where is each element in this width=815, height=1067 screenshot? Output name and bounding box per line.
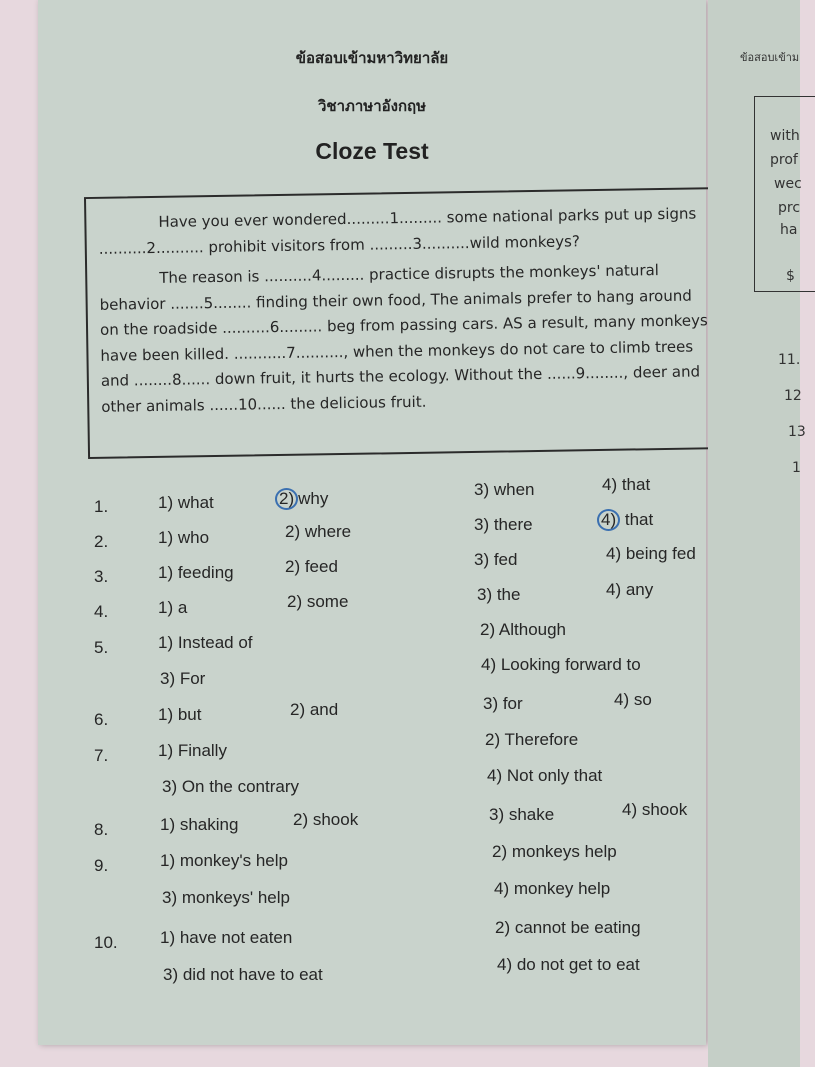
option[interactable]: 2) cannot be eating bbox=[495, 918, 641, 937]
question-number: 1. bbox=[94, 497, 109, 516]
adjacent-passage-box bbox=[754, 96, 815, 292]
option[interactable]: 3) when bbox=[474, 480, 535, 499]
option[interactable]: 1) Finally bbox=[158, 741, 227, 760]
answer-circle: 2) bbox=[275, 488, 298, 510]
passage-line: and ........8...... down fruit, it hurts the ecology. Without the ......9........, deer and bbox=[100, 362, 701, 390]
option[interactable]: 3) fed bbox=[474, 550, 518, 569]
passage-line: behavior .......5........ finding their own food, The animals prefer to hang around bbox=[99, 286, 692, 314]
passage-line: Have you ever wondered.........1......... some national parks put up signs bbox=[158, 204, 697, 231]
option[interactable]: 4) do not get to eat bbox=[497, 955, 640, 974]
option[interactable]: 1) shaking bbox=[160, 815, 239, 834]
option[interactable]: 1) feeding bbox=[158, 563, 234, 582]
subject-header: วิชาภาษาอังกฤษ bbox=[317, 97, 427, 115]
option-text: that bbox=[624, 510, 654, 529]
question-number: 9. bbox=[94, 856, 109, 875]
passage-line: have been killed. ...........7.........., when the monkeys do not care to climb trees bbox=[100, 337, 694, 365]
option[interactable]: 4) that bbox=[602, 475, 651, 494]
option[interactable]: 3) the bbox=[477, 585, 521, 604]
question-number: 12 bbox=[784, 388, 802, 404]
question-number: 7. bbox=[94, 746, 109, 765]
text-fragment: ha bbox=[780, 222, 798, 238]
option[interactable]: 1) Instead of bbox=[158, 633, 253, 652]
question-number: 2. bbox=[94, 532, 109, 551]
page-title: Cloze Test bbox=[315, 138, 429, 164]
option[interactable]: 4) being fed bbox=[606, 544, 696, 563]
option[interactable]: 2) shook bbox=[293, 810, 359, 829]
option[interactable]: 2) Therefore bbox=[485, 730, 579, 749]
option[interactable]: 2) some bbox=[287, 592, 349, 611]
option[interactable]: 3) For bbox=[160, 669, 206, 688]
exam-page bbox=[38, 0, 706, 1045]
option[interactable]: 2) feed bbox=[285, 557, 338, 576]
passage-line: on the roadside ..........6......... beg from passing cars. AS a result, many monkeys bbox=[99, 311, 708, 339]
option[interactable]: 2) and bbox=[290, 700, 339, 719]
text-fragment: $ bbox=[786, 268, 795, 284]
question-number: 5. bbox=[94, 638, 109, 657]
question-number: 11. bbox=[778, 352, 801, 368]
option[interactable]: 2) monkeys help bbox=[492, 842, 617, 861]
option[interactable]: 4) shook bbox=[622, 800, 688, 819]
option[interactable]: 4) so bbox=[614, 690, 652, 709]
text-fragment: prc bbox=[778, 200, 801, 216]
option[interactable]: 4) any bbox=[606, 580, 654, 599]
option[interactable]: 1) have not eaten bbox=[160, 928, 293, 947]
exam-header: ข้อสอบเข้ามหาวิทยาลัย bbox=[295, 49, 449, 67]
option-selected[interactable] bbox=[597, 509, 653, 531]
question-number: 4. bbox=[94, 602, 109, 621]
option[interactable]: 4) monkey help bbox=[494, 879, 611, 898]
option[interactable]: 3) shake bbox=[489, 805, 555, 824]
option[interactable]: 1) a bbox=[158, 598, 188, 617]
option[interactable]: 4) Not only that bbox=[487, 766, 603, 785]
option[interactable]: 3) there bbox=[474, 515, 533, 534]
question-number: 10. bbox=[94, 933, 118, 952]
question-number: 3. bbox=[94, 567, 109, 586]
text-fragment: wec bbox=[774, 176, 802, 192]
adjacent-page bbox=[708, 0, 806, 1067]
option[interactable]: 3) for bbox=[483, 694, 523, 713]
question-number: 13 bbox=[788, 424, 806, 440]
option[interactable]: 3) did not have to eat bbox=[163, 965, 323, 984]
option[interactable]: 2) Although bbox=[480, 620, 567, 639]
option[interactable]: 4) Looking forward to bbox=[481, 655, 641, 674]
option-selected[interactable] bbox=[275, 488, 328, 510]
text-fragment: prof bbox=[770, 152, 798, 168]
option[interactable]: 1) but bbox=[158, 705, 202, 724]
passage-line: The reason is ..........4......... practice disrupts the monkeys' natural bbox=[159, 261, 660, 287]
option[interactable]: 3) On the contrary bbox=[162, 777, 300, 796]
option[interactable]: 1) monkey's help bbox=[160, 851, 288, 870]
answer-circle: 4) bbox=[597, 509, 620, 531]
question-number: 1 bbox=[792, 460, 801, 476]
passage-line: ..........2.......... prohibit visitors from .........3..........wild monkeys? bbox=[98, 231, 580, 258]
option-text: why bbox=[298, 489, 329, 508]
text-fragment: with bbox=[770, 128, 800, 144]
passage-line: other animals ......10...... the delicious fruit. bbox=[101, 392, 427, 416]
option[interactable]: 2) where bbox=[285, 522, 352, 541]
adjacent-page-header: ข้อสอบเข้าม bbox=[740, 51, 800, 64]
passage-box bbox=[84, 187, 732, 459]
option[interactable]: 1) who bbox=[158, 528, 210, 547]
option[interactable]: 3) monkeys' help bbox=[162, 888, 290, 907]
question-number: 6. bbox=[94, 710, 109, 729]
option[interactable]: 1) what bbox=[158, 493, 214, 512]
question-number: 8. bbox=[94, 820, 109, 839]
